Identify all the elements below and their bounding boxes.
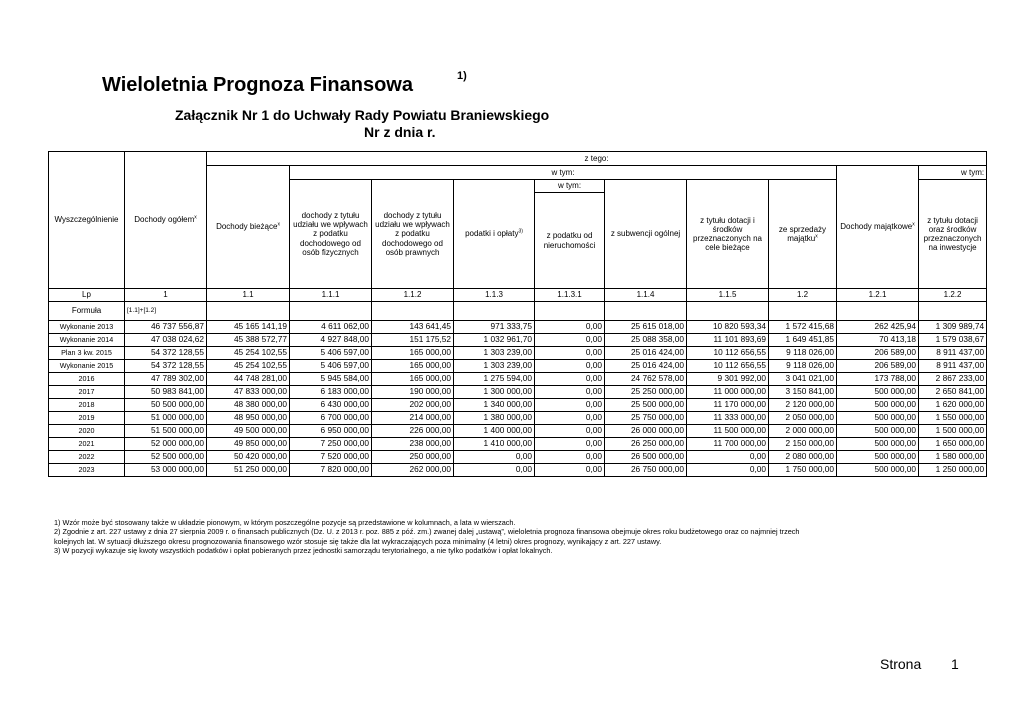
table-cell: 0,00 [535,399,605,412]
table-cell: 0,00 [535,386,605,399]
table-cell: 1 620 000,00 [919,399,987,412]
table-cell: 2 000 000,00 [769,425,837,438]
table-cell: 5 406 597,00 [290,347,372,360]
table-cell: 6 700 000,00 [290,412,372,425]
table-cell: 45 254 102,55 [207,360,290,373]
table-cell: 0,00 [535,373,605,386]
table-cell: 214 000,00 [372,412,454,425]
table-cell: 1 032 961,70 [454,334,535,347]
header-udzial-cit: dochody z tytułu udziału we wpływach z podatku dochodowego od osób prawnych [372,180,454,289]
table-row [49,360,987,373]
table-cell: 6 950 000,00 [290,425,372,438]
table-row [49,399,987,412]
table-cell: 7 820 000,00 [290,464,372,477]
table-cell: 11 333 000,00 [687,412,769,425]
table-cell: 8 911 437,00 [919,347,987,360]
table-cell: 500 000,00 [837,464,919,477]
table-cell: 500 000,00 [837,399,919,412]
table-cell: 1 300 000,00 [454,386,535,399]
table-cell: 2 650 841,00 [919,386,987,399]
table-cell: 9 118 026,00 [769,360,837,373]
footnote-2: 2) Zgodnie z art. 227 ustawy z dnia 27 sierpnia 2009 r. o finansach publicznych (Dz. U. z 2013 r. poz. 885 z póź. zm.) zwanej dalej „ustawą”, wieloletnia prognoza finansowa obejmuje okres roku budżetowego oraz co najmniej trzech [54,527,800,537]
financial-forecast-table [48,151,987,477]
table-cell: 4 927 848,00 [290,334,372,347]
table-cell: 11 700 000,00 [687,438,769,451]
header-w-tym-podatki: w tym: [535,180,605,193]
table-cell: 1 380 000,00 [454,412,535,425]
table-cell: 500 000,00 [837,438,919,451]
table-cell: 25 250 000,00 [605,386,687,399]
table-cell: 52 000 000,00 [125,438,207,451]
table-cell: 10 820 593,34 [687,321,769,334]
table-cell: 9 118 026,00 [769,347,837,360]
row-label: 2020 [49,425,125,438]
table-cell: 1 650 000,00 [919,438,987,451]
footnote-3: 3) W pozycji wykazuje się kwoty wszystkich podatków i opłat pobieranych przez jednostki samorządu terytorialnego, a nie tylko podatków i opłat lokalnych. [54,546,553,556]
table-row [49,412,987,425]
row-label: 2016 [49,373,125,386]
table-cell: 238 000,00 [372,438,454,451]
table-cell: 262 000,00 [372,464,454,477]
table-cell: 48 380 000,00 [207,399,290,412]
footnotes [54,518,954,556]
row-label: 2019 [49,412,125,425]
table-cell: 1 572 415,68 [769,321,837,334]
header-dotacje-biezace: z tytułu dotacji i środków przeznaczonych na cele bieżące [687,180,769,289]
table-cell: 26 750 000,00 [605,464,687,477]
table-row [49,373,987,386]
header-sprzedaz-majatku: ze sprzedaży majątku$^x$ [769,180,837,289]
header-w-tym-biezace: w tym: [290,166,837,180]
table-cell: 173 788,00 [837,373,919,386]
table-cell: 1 500 000,00 [919,425,987,438]
row-label: 2018 [49,399,125,412]
table-cell: 54 372 128,55 [125,347,207,360]
table-cell: 1 309 989,74 [919,321,987,334]
table-cell: 0,00 [535,321,605,334]
table-cell: 9 301 992,00 [687,373,769,386]
table-cell: 0,00 [535,438,605,451]
table-cell: 4 611 062,00 [290,321,372,334]
header-dotacje-inwestycje: z tytułu dotacji oraz środków przeznaczonych na inwestycje [919,180,987,289]
table-cell: 11 101 893,69 [687,334,769,347]
table-row [49,321,987,334]
table-cell: 1 410 000,00 [454,438,535,451]
table-cell: 0,00 [454,451,535,464]
table-cell: 0,00 [535,451,605,464]
page-label: Strona [880,656,922,672]
row-label: Wykonanie 2014 [49,334,125,347]
table-cell: 0,00 [535,347,605,360]
header-subwencja: z subwencji ogólnej [605,180,687,289]
table-cell: 51 500 000,00 [125,425,207,438]
table-cell: 70 413,18 [837,334,919,347]
title-note-marker: 1) [457,70,467,82]
table-cell: 7 520 000,00 [290,451,372,464]
table-cell: 0,00 [687,464,769,477]
table-cell: 54 372 128,55 [125,360,207,373]
formula-label: Formuła [49,302,125,321]
table-row [49,347,987,360]
table-cell: 44 748 281,00 [207,373,290,386]
table-cell: 48 950 000,00 [207,412,290,425]
table-cell: 8 911 437,00 [919,360,987,373]
table-cell: 1 750 000,00 [769,464,837,477]
table-cell: 47 833 000,00 [207,386,290,399]
table-cell: 2 080 000,00 [769,451,837,464]
table-cell: 1 400 000,00 [454,425,535,438]
table-cell: 971 333,75 [454,321,535,334]
table-cell: 45 254 102,55 [207,347,290,360]
table-cell: 0,00 [535,360,605,373]
table-cell: 190 000,00 [372,386,454,399]
table-cell: 250 000,00 [372,451,454,464]
table-cell: 10 112 656,55 [687,360,769,373]
table-row [49,464,987,477]
row-label: 2022 [49,451,125,464]
table-cell: 50 420 000,00 [207,451,290,464]
table-cell: 50 983 841,00 [125,386,207,399]
table-cell: 226 000,00 [372,425,454,438]
row-label: 2023 [49,464,125,477]
header-wyszczegolnienie: Wyszczególnienie [49,152,125,289]
table-cell: 0,00 [535,464,605,477]
table-cell: 1 550 000,00 [919,412,987,425]
table-cell: 26 500 000,00 [605,451,687,464]
table-cell: 5 406 597,00 [290,360,372,373]
table-cell: 1 579 038,67 [919,334,987,347]
table-cell: 25 615 018,00 [605,321,687,334]
header-dochody-biezace: Dochody bieżące$^x$ [207,166,290,289]
row-label: 2017 [49,386,125,399]
table-cell: 500 000,00 [837,425,919,438]
table-cell: 7 250 000,00 [290,438,372,451]
row-label: 2021 [49,438,125,451]
table-cell: 26 250 000,00 [605,438,687,451]
table-cell: 51 000 000,00 [125,412,207,425]
table-cell: 52 500 000,00 [125,451,207,464]
table-cell: 202 000,00 [372,399,454,412]
table-cell: 5 945 584,00 [290,373,372,386]
table-cell: 25 088 358,00 [605,334,687,347]
table-cell: 6 183 000,00 [290,386,372,399]
table-cell: 1 303 239,00 [454,360,535,373]
resolution-number-line: Nr z dnia r. [364,124,436,140]
table-cell: 11 000 000,00 [687,386,769,399]
table-cell: 0,00 [454,464,535,477]
table-cell: 2 050 000,00 [769,412,837,425]
row-label: Plan 3 kw. 2015 [49,347,125,360]
table-cell: 24 762 578,00 [605,373,687,386]
table-cell: 6 430 000,00 [290,399,372,412]
table-cell: 165 000,00 [372,373,454,386]
table-row [49,438,987,451]
table-cell: 1 275 594,00 [454,373,535,386]
table-cell: 2 867 233,00 [919,373,987,386]
formula-value: [1.1]+[1.2] [125,302,207,321]
formula-row [49,302,987,321]
table-cell: 262 425,94 [837,321,919,334]
table-cell: 25 016 424,00 [605,360,687,373]
table-cell: 206 589,00 [837,347,919,360]
table-cell: 1 340 000,00 [454,399,535,412]
table-cell: 0,00 [535,334,605,347]
table-cell: 0,00 [535,425,605,438]
table-cell: 165 000,00 [372,360,454,373]
table-cell: 47 789 302,00 [125,373,207,386]
table-cell: 165 000,00 [372,347,454,360]
table-cell: 2 120 000,00 [769,399,837,412]
table-row [49,425,987,438]
document-subtitle: Załącznik Nr 1 do Uchwały Rady Powiatu Braniewskiego [175,107,550,123]
table-cell: 45 388 572,77 [207,334,290,347]
header-podatek-nieruchomosci: z podatku od nieruchomości [535,193,605,289]
table-cell: 1 580 000,00 [919,451,987,464]
row-label: Wykonanie 2015 [49,360,125,373]
header-dochody-majatkowe: Dochody majątkowe$^x$ [837,166,919,289]
footnote-1: 1) Wzór może być stosowany także w układzie pionowym, w którym poszczególne pozycje są przedstawione w kolumnach, a lata w wierszach. [54,518,516,527]
table-cell: 53 000 000,00 [125,464,207,477]
table-cell: 25 016 424,00 [605,347,687,360]
table-cell: 50 500 000,00 [125,399,207,412]
table-cell: 46 737 556,87 [125,321,207,334]
table-cell: 25 750 000,00 [605,412,687,425]
table-cell: 49 500 000,00 [207,425,290,438]
table-cell: 25 500 000,00 [605,399,687,412]
table-row [49,334,987,347]
table-cell: 26 000 000,00 [605,425,687,438]
header-podatki-oplaty: podatki i opłaty$^{3)}$ [454,180,535,289]
table-cell: 1 250 000,00 [919,464,987,477]
table-cell: 51 250 000,00 [207,464,290,477]
table-cell: 206 589,00 [837,360,919,373]
table-cell: 47 038 024,62 [125,334,207,347]
header-z-tego: z tego: [207,152,987,166]
table-cell: 151 175,52 [372,334,454,347]
table-cell: 500 000,00 [837,386,919,399]
table-cell: 0,00 [535,412,605,425]
header-dochody-ogolem: Dochody ogółem$^x$ [125,152,207,289]
table-cell: 0,00 [687,451,769,464]
table-cell: 3 150 841,00 [769,386,837,399]
table-row [49,451,987,464]
table-cell: 49 850 000,00 [207,438,290,451]
table-cell: 11 500 000,00 [687,425,769,438]
table-cell: 2 150 000,00 [769,438,837,451]
table-cell: 1 303 239,00 [454,347,535,360]
table-row [49,386,987,399]
header-udzial-pit: dochody z tytułu udziału we wpływach z podatku dochodowego od osób fizycznych [290,180,372,289]
table-cell: 3 041 021,00 [769,373,837,386]
document-title: Wieloletnia Prognoza Finansowa [102,74,413,96]
footnote-2-continued: kolejnych lat. W sytuacji dłuższego okresu prognozowania finansowego wzór stosuje się także dla lat wykraczających poza minimalny (4 letni) okres prognozy, wynikający z art. 227 ustawy. [54,536,662,546]
table-cell: 45 165 141,19 [207,321,290,334]
table-cell: 10 112 656,55 [687,347,769,360]
page-number: 1 [951,656,959,672]
table-cell: 500 000,00 [837,412,919,425]
row-label: Wykonanie 2013 [49,321,125,334]
table-cell: 500 000,00 [837,451,919,464]
lp-row: Lp 1 1.1 1.1.1 1.1.2 1.1.3 1.1.3.1 1.1.4 1.1.5 1.2 1.2.1 1.2.2 [49,289,987,302]
table-cell: 1 649 451,85 [769,334,837,347]
table-cell: 11 170 000,00 [687,399,769,412]
table-cell: 143 641,45 [372,321,454,334]
header-w-tym-majatkowe: w tym: [919,166,987,180]
